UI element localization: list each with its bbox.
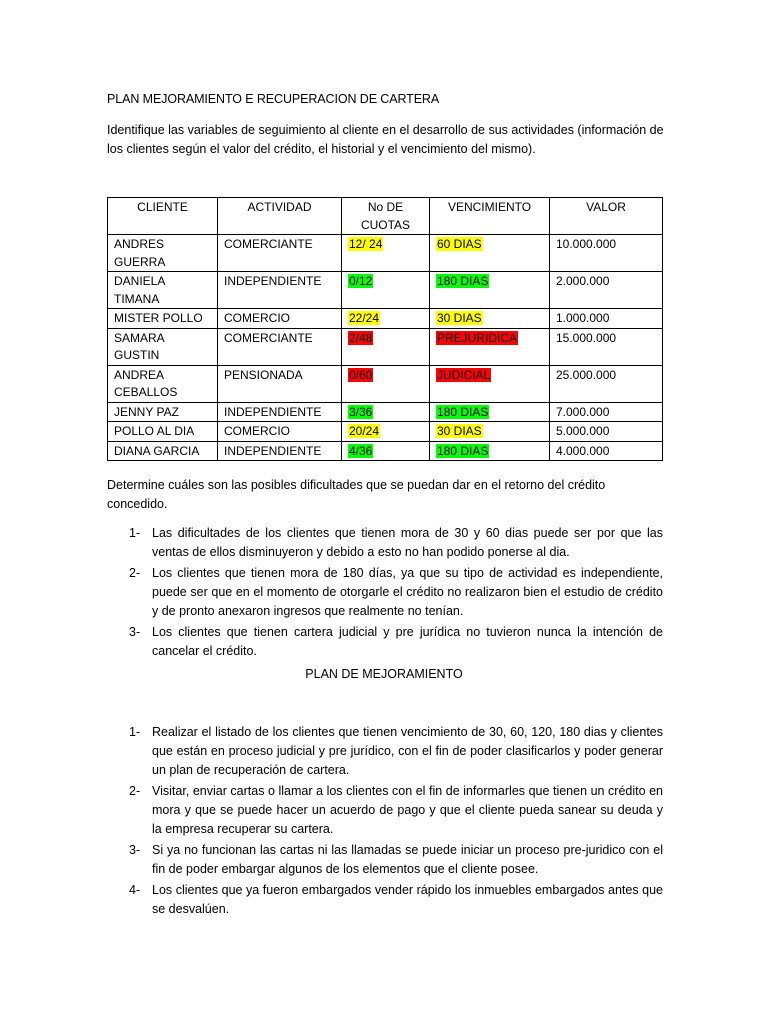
cell-vencimiento-highlight: 30 DIAS xyxy=(437,311,482,325)
table-row xyxy=(108,235,663,272)
list-item-text: Visitar, enviar cartas o llamar a los clientes con el fin de informarles que tienen un crédito en mora y que se puede hacer un acuerdo de pago y que el cliente pueda sanear su deuda y la empresa recuperar su cartera. xyxy=(152,784,663,836)
cell-vencimiento-highlight: 30 DIAS xyxy=(437,424,482,438)
intro-paragraph: Identifique las variables de seguimiento al cliente en el desarrollo de sus actividades (información de los clientes según el valor del crédito, el historial y el vencimiento del mismo). xyxy=(107,123,664,156)
cell-actividad-text: COMERCIANTE xyxy=(224,330,313,345)
list-item-number: 4- xyxy=(129,883,141,897)
difficulties-list xyxy=(107,524,663,663)
cell-cliente xyxy=(108,441,218,461)
list-item-number: 2- xyxy=(129,784,141,798)
table-row xyxy=(108,272,663,309)
cell-vencimiento xyxy=(430,309,550,329)
cell-valor-text: 4.000.000 xyxy=(556,443,610,458)
cell-actividad-text: COMERCIO xyxy=(224,424,290,438)
list-item xyxy=(107,782,663,839)
cell-cliente-text: ANDRES GUERRA xyxy=(114,237,166,269)
cell-valor xyxy=(550,235,663,272)
list-item xyxy=(107,623,663,661)
cell-vencimiento-highlight: 180 DIAS xyxy=(437,274,489,288)
list-item-text: Los clientes que ya fueron embargados vender rápido los inmuebles embargados antes que se desvalúen. xyxy=(152,883,663,916)
header-actividad: ACTIVIDAD xyxy=(218,198,342,235)
cell-valor xyxy=(550,328,663,365)
cell-valor xyxy=(550,441,663,461)
cell-actividad-text: COMERCIANTE xyxy=(224,237,313,251)
cell-vencimiento xyxy=(430,235,550,272)
cell-cuotas xyxy=(342,235,430,272)
cell-valor-text: 10.000.000 xyxy=(556,237,617,251)
cell-valor-text: 5.000.000 xyxy=(556,424,610,438)
cell-vencimiento xyxy=(430,422,550,442)
cell-cuotas xyxy=(342,402,430,422)
cell-cliente xyxy=(108,309,218,329)
question-difficulties: Determine cuáles son las posibles dificultades que se puedan dar en el retorno del crédito concedido. xyxy=(107,478,606,511)
list-item-text: Los clientes que tienen mora de 180 días, ya que su tipo de actividad es independiente, puede ser que en el momento de otorgarle el crédito no realizaron bien el estudio de crédito y de pronto anexaron ingresos que realmente no tenían. xyxy=(152,566,663,618)
cell-valor xyxy=(550,272,663,309)
list-item-number: 2- xyxy=(129,566,141,580)
cell-vencimiento xyxy=(430,365,550,402)
cell-valor-text: 25.000.000 xyxy=(556,367,617,382)
cell-cliente-text: ANDREA CEBALLOS xyxy=(114,367,178,399)
table-row xyxy=(108,422,663,442)
cell-actividad-text: INDEPENDIENTE xyxy=(224,274,322,288)
cell-actividad xyxy=(218,365,342,402)
document-title: PLAN MEJORAMIENTO E RECUPERACION DE CARTERA xyxy=(107,92,440,106)
cell-cuotas-highlight: 0/12 xyxy=(349,274,373,288)
cell-actividad-text: PENSIONADA xyxy=(224,367,303,382)
cell-cliente-text: MISTER POLLO xyxy=(114,311,203,325)
cell-actividad-text: INDEPENDIENTE xyxy=(224,404,322,419)
cell-valor xyxy=(550,422,663,442)
list-item-number: 3- xyxy=(129,843,141,857)
cell-actividad xyxy=(218,309,342,329)
cell-cuotas xyxy=(342,328,430,365)
cell-cuotas-highlight: 12/ 24 xyxy=(349,237,383,251)
cell-cliente-text: POLLO AL DIA xyxy=(114,424,195,438)
table-header-row xyxy=(108,198,663,235)
header-cuotas: No DE CUOTAS xyxy=(342,198,430,235)
cell-cliente xyxy=(108,235,218,272)
cell-valor-text: 1.000.000 xyxy=(556,311,610,325)
cell-cuotas-highlight: 3/36 xyxy=(349,404,373,419)
cell-cuotas xyxy=(342,309,430,329)
list-item-number: 3- xyxy=(129,625,141,639)
list-item-number: 1- xyxy=(129,725,141,739)
list-item xyxy=(107,723,663,780)
cell-cliente xyxy=(108,422,218,442)
table-row xyxy=(108,441,663,461)
cell-vencimiento xyxy=(430,272,550,309)
cell-cliente xyxy=(108,402,218,422)
cell-cuotas-highlight: 0/60 xyxy=(349,367,373,382)
cell-actividad xyxy=(218,422,342,442)
cell-vencimiento-highlight: JUDICIAL xyxy=(437,367,491,382)
cell-cliente xyxy=(108,328,218,365)
cell-valor xyxy=(550,365,663,402)
header-cliente: CLIENTE xyxy=(108,198,218,235)
table-row xyxy=(108,328,663,365)
cell-actividad xyxy=(218,328,342,365)
cell-cuotas xyxy=(342,365,430,402)
plan-title: PLAN DE MEJORAMIENTO xyxy=(305,667,463,681)
cell-valor xyxy=(550,309,663,329)
table-row xyxy=(108,365,663,402)
cell-cliente-text: SAMARA GUSTIN xyxy=(114,330,165,362)
list-item xyxy=(107,564,663,621)
list-item-number: 1- xyxy=(129,526,141,540)
cell-cuotas-highlight: 22/24 xyxy=(349,311,380,325)
table-row xyxy=(108,309,663,329)
cell-valor-text: 15.000.000 xyxy=(556,330,617,345)
cell-cuotas-highlight: 2/48 xyxy=(349,330,373,345)
list-item-text: Si ya no funcionan las cartas ni las llamadas se puede iniciar un proceso pre-juridico con el fin de poder embargar algunos de los elementos que el cliente posee. xyxy=(152,843,663,876)
cell-actividad xyxy=(218,441,342,461)
cell-actividad xyxy=(218,235,342,272)
cell-cliente xyxy=(108,365,218,402)
cell-cuotas xyxy=(342,422,430,442)
cell-valor-text: 7.000.000 xyxy=(556,404,610,419)
cell-cuotas xyxy=(342,272,430,309)
cell-actividad xyxy=(218,272,342,309)
cell-cliente xyxy=(108,272,218,309)
header-vencimiento: VENCIMIENTO xyxy=(430,198,550,235)
table-row xyxy=(108,402,663,422)
cell-cuotas-highlight: 20/24 xyxy=(349,424,380,438)
cell-actividad-text: COMERCIO xyxy=(224,311,290,325)
list-item xyxy=(107,881,663,919)
list-item-text: Realizar el listado de los clientes que tienen vencimiento de 30, 60, 120, 180 dias y clientes que están en proceso judicial y pre jurídico, con el fin de poder clasificarlos y poder generar un plan de recuperación de cartera. xyxy=(152,725,663,777)
cell-cliente-text: JENNY PAZ xyxy=(114,404,179,419)
cell-valor-text: 2.000.000 xyxy=(556,274,610,288)
list-item xyxy=(107,841,663,879)
cell-vencimiento xyxy=(430,328,550,365)
cell-vencimiento xyxy=(430,441,550,461)
cell-cuotas-highlight: 4/36 xyxy=(349,443,373,458)
list-item-text: Los clientes que tienen cartera judicial y pre jurídica no tuvieron nunca la intención de cancelar el crédito. xyxy=(152,625,663,658)
cell-cliente-text: DIANA GARCIA xyxy=(114,443,200,458)
cell-vencimiento xyxy=(430,402,550,422)
plan-list xyxy=(107,723,663,921)
list-item-text: Las dificultades de los clientes que tienen mora de 30 y 60 dias puede ser por que las ventas de ellos disminuyeron y debido a esto no han podido ponerse al dia. xyxy=(152,526,663,559)
cell-vencimiento-highlight: 180 DIAS xyxy=(437,443,489,458)
cell-vencimiento-highlight: PREJURIDICA xyxy=(437,330,518,345)
cell-actividad-text: INDEPENDIENTE xyxy=(224,443,322,458)
clients-table xyxy=(107,197,663,461)
list-item xyxy=(107,524,663,562)
cell-cliente-text: DANIELA TIMANA xyxy=(114,274,165,306)
header-valor: VALOR xyxy=(550,198,663,235)
cell-cuotas xyxy=(342,441,430,461)
cell-vencimiento-highlight: 60 DIAS xyxy=(437,237,482,251)
cell-valor xyxy=(550,402,663,422)
cell-vencimiento-highlight: 180 DIAS xyxy=(437,404,489,419)
cell-actividad xyxy=(218,402,342,422)
